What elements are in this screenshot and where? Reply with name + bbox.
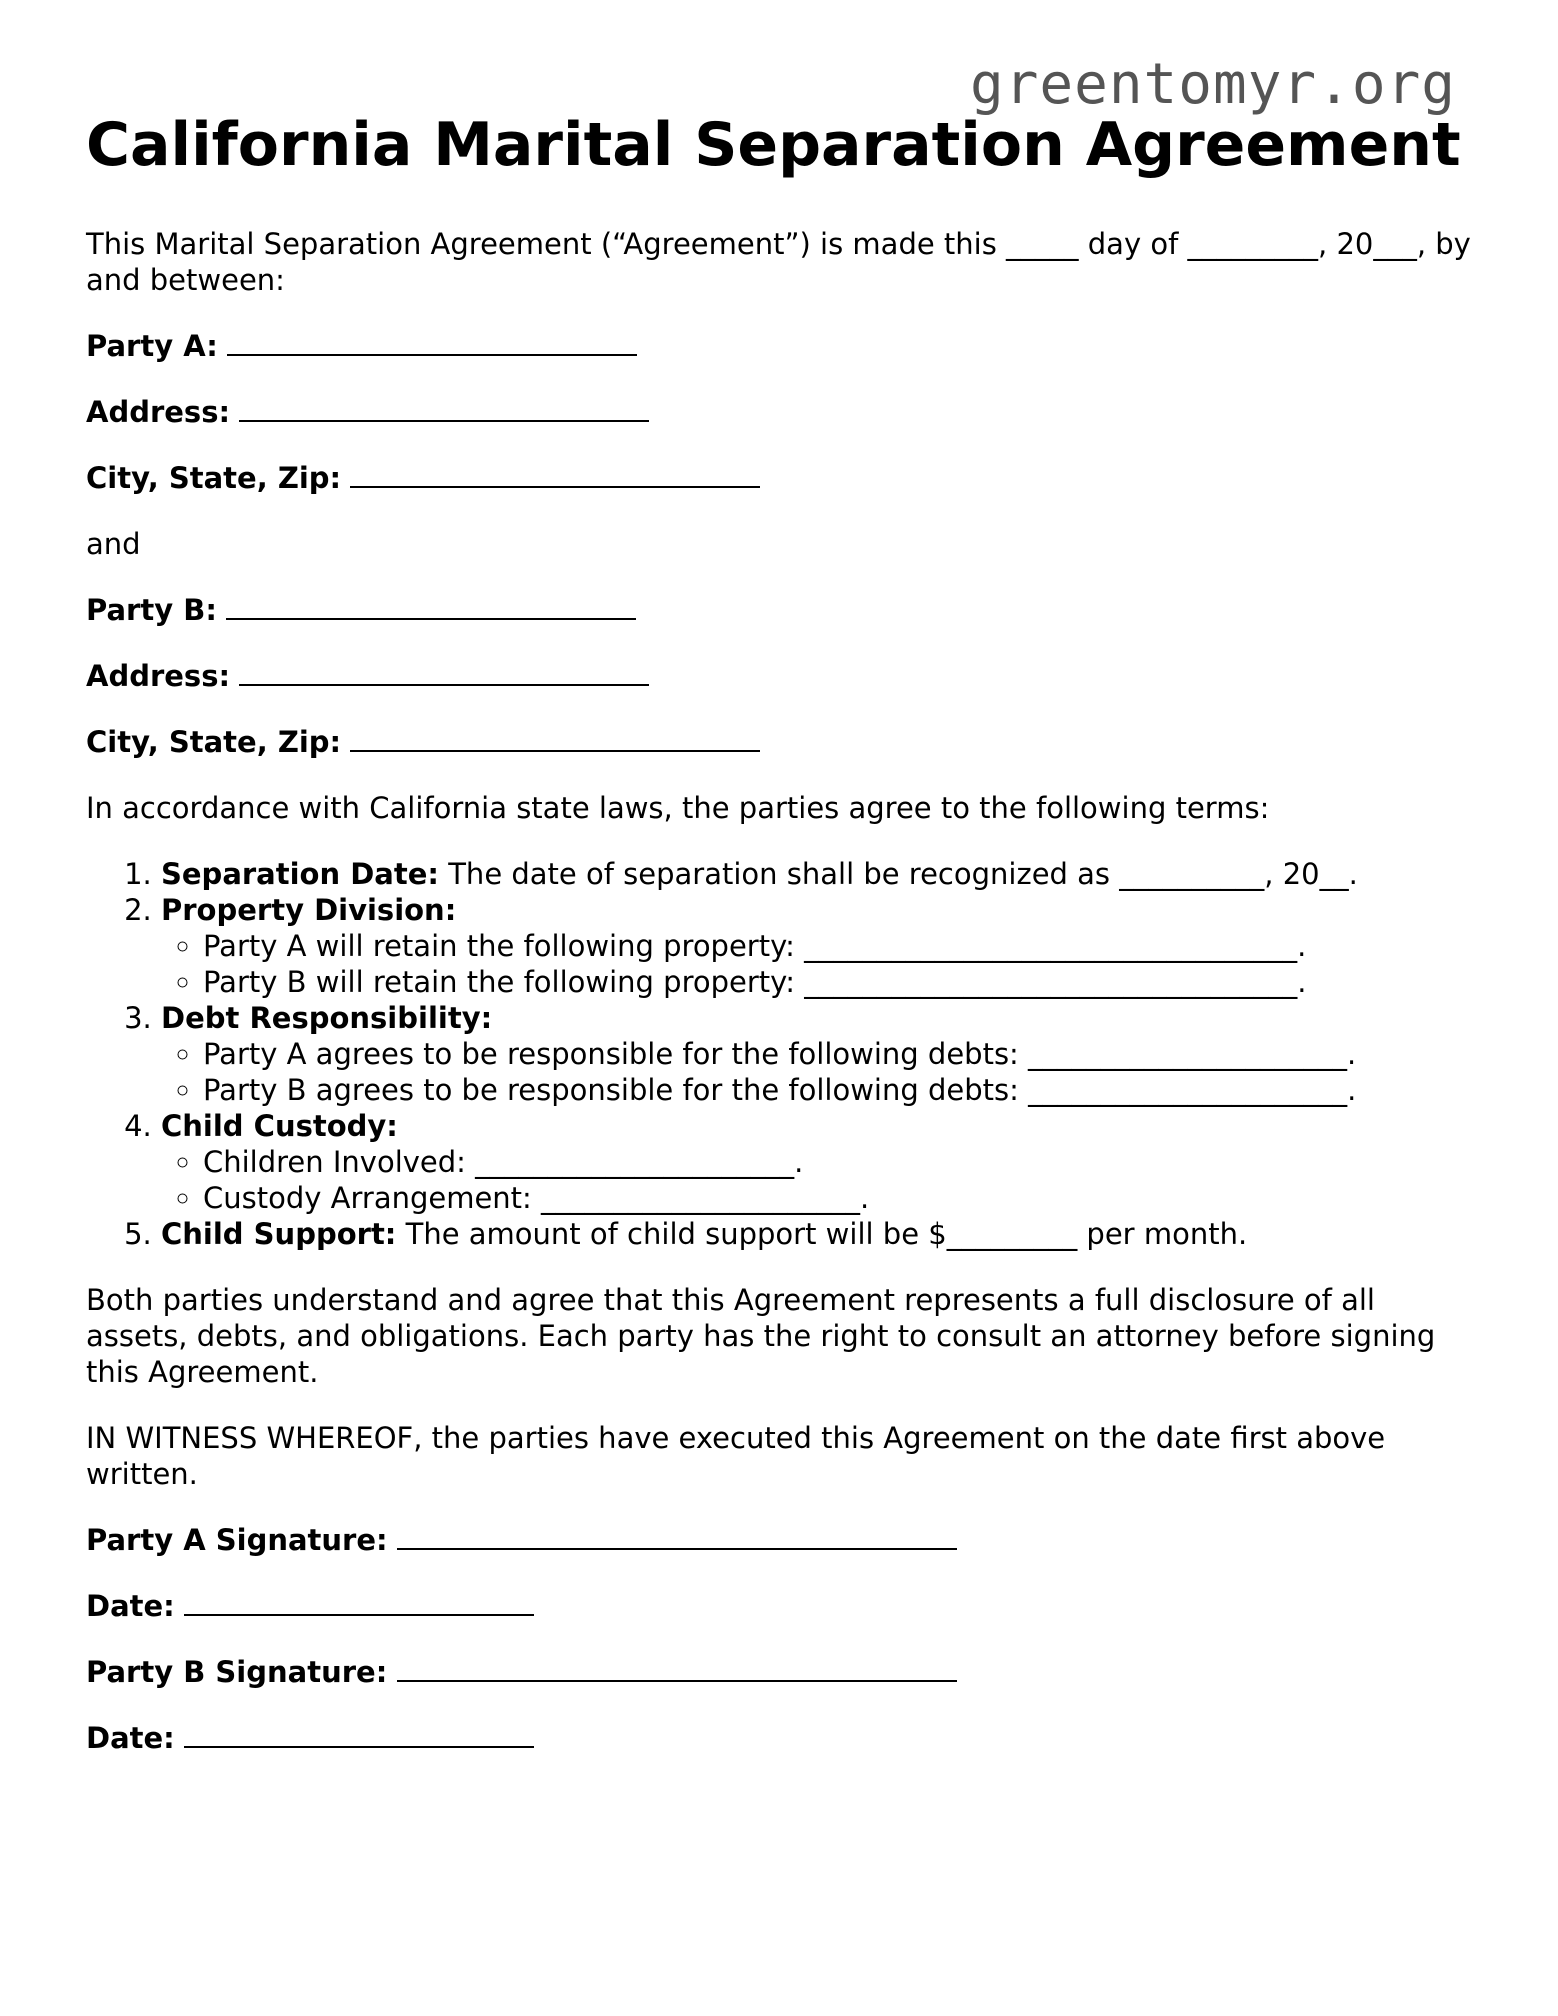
custody-children-involved: ◦ Children Involved: ______________________. xyxy=(203,1144,1472,1180)
disclosure-paragraph: Both parties understand and agree that this Agreement represents a full disclosure of all assets, debts, and obligations. Each party has the right to consult an attorney before signing this Agreement. xyxy=(86,1283,1436,1389)
party-b-address-field xyxy=(86,658,1472,694)
party-a-date-field xyxy=(86,1588,1472,1624)
term-separation-date xyxy=(161,856,1472,892)
property-division-list xyxy=(161,928,1472,1000)
party-b-name-blank[interactable] xyxy=(226,592,636,620)
separation-date-label: Separation Date: xyxy=(161,857,439,891)
party-a-signature-blank[interactable] xyxy=(397,1522,957,1550)
document-page xyxy=(86,108,1472,1786)
and-text: and xyxy=(86,527,141,561)
party-b-address-blank[interactable] xyxy=(239,658,649,686)
property-party-a: ◦ Party A will retain the following property: __________________________________. xyxy=(203,928,1472,964)
party-b-signature-blank[interactable] xyxy=(397,1654,957,1682)
terms-list xyxy=(86,856,1472,1252)
party-a-date-blank[interactable] xyxy=(184,1588,534,1616)
party-b-city-label: City, State, Zip: xyxy=(86,725,342,759)
witness-paragraph: IN WITNESS WHEREOF, the parties have executed this Agreement on the date first above written. xyxy=(86,1421,1386,1491)
party-a-city-blank[interactable] xyxy=(350,460,760,488)
debt-party-b: ◦ Party B agrees to be responsible for the following debts: ______________________. xyxy=(203,1072,1472,1108)
property-party-b: ◦ Party B will retain the following property: __________________________________. xyxy=(203,964,1472,1000)
party-b-signature-field xyxy=(86,1654,1472,1690)
party-a-name-blank[interactable] xyxy=(227,328,637,356)
party-b-address-label: Address: xyxy=(86,659,231,693)
party-b-date-blank[interactable] xyxy=(184,1720,534,1748)
party-b-city-blank[interactable] xyxy=(350,724,760,752)
child-support-text: The amount of child support will be $_________ per month. xyxy=(405,1217,1248,1251)
intro-paragraph: This Marital Separation Agreement (“Agreement”) is made this _____ day of _________, 20___, by and between: xyxy=(86,227,1471,297)
party-b-date-label: Date: xyxy=(86,1721,175,1755)
terms-intro: In accordance with California state laws, the parties agree to the following terms: xyxy=(86,791,1270,825)
debt-responsibility-label: Debt Responsibility: xyxy=(161,1001,493,1035)
party-a-address-field xyxy=(86,394,1472,430)
debt-party-a: ◦ Party A agrees to be responsible for the following debts: ______________________. xyxy=(203,1036,1472,1072)
party-b-signature-label: Party B Signature: xyxy=(86,1655,388,1689)
party-a-city-label: City, State, Zip: xyxy=(86,461,342,495)
party-b-name-field xyxy=(86,592,1472,628)
party-b-date-field xyxy=(86,1720,1472,1756)
party-b-name-label: Party B: xyxy=(86,593,217,627)
term-debt-responsibility xyxy=(161,1000,1472,1108)
separation-date-text: The date of separation shall be recognized as __________, 20__. xyxy=(448,857,1358,891)
term-child-custody xyxy=(161,1108,1472,1216)
party-a-city-field xyxy=(86,460,1472,496)
document-title: California Marital Separation Agreement xyxy=(86,110,1461,180)
child-custody-list xyxy=(161,1144,1472,1216)
party-a-date-label: Date: xyxy=(86,1589,175,1623)
party-a-name-field xyxy=(86,328,1472,364)
child-custody-label: Child Custody: xyxy=(161,1109,398,1143)
party-b-city-field xyxy=(86,724,1472,760)
custody-arrangement: ◦ Custody Arrangement: ______________________. xyxy=(203,1180,1472,1216)
child-support-label: Child Support: xyxy=(161,1217,397,1251)
property-division-label: Property Division: xyxy=(161,893,457,927)
party-a-signature-field xyxy=(86,1522,1472,1558)
debt-responsibility-list xyxy=(161,1036,1472,1108)
term-property-division xyxy=(161,892,1472,1000)
term-child-support xyxy=(161,1216,1472,1252)
party-a-address-blank[interactable] xyxy=(239,394,649,422)
party-a-address-label: Address: xyxy=(86,395,231,429)
party-a-name-label: Party A: xyxy=(86,329,218,363)
party-a-signature-label: Party A Signature: xyxy=(86,1523,388,1557)
watermark: greentomyr.org xyxy=(969,52,1456,117)
